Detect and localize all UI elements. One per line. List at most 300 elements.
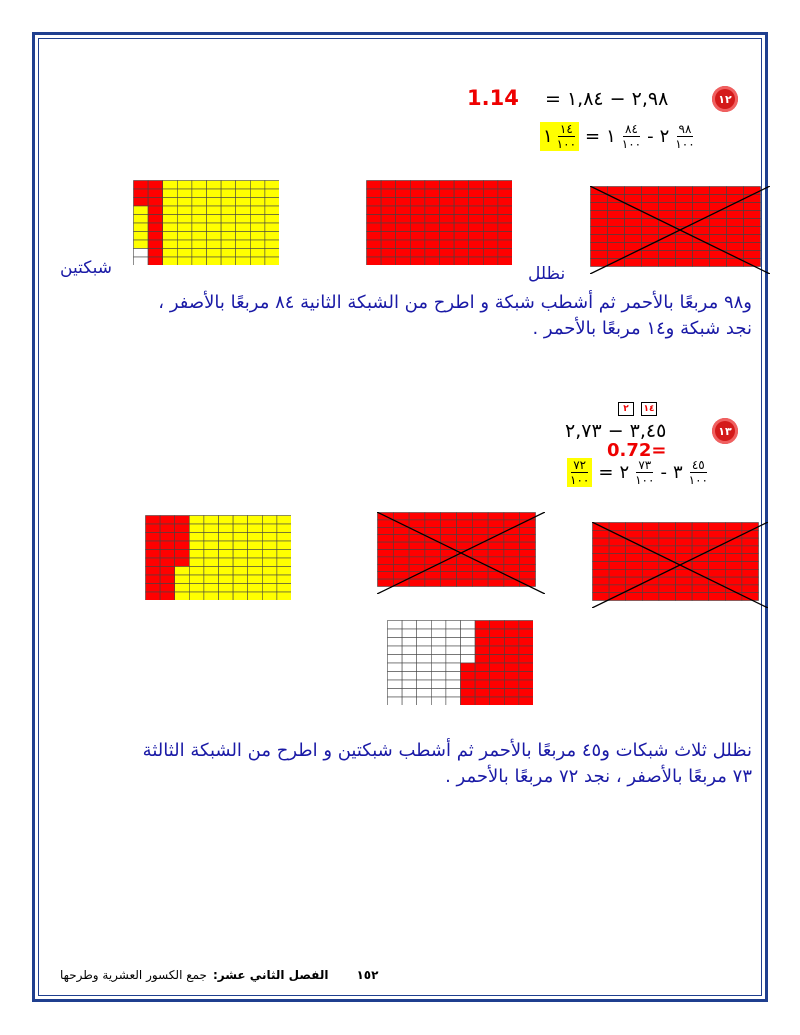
grid-cell — [204, 541, 219, 550]
grid-cell — [626, 530, 643, 538]
grid-cell — [221, 206, 236, 215]
grid-cell — [490, 689, 505, 698]
equals-sign: = — [598, 462, 614, 483]
grid-cell — [440, 257, 455, 265]
grid-cell — [626, 546, 643, 554]
grid-cell — [388, 621, 403, 630]
grid-cell — [402, 680, 417, 689]
grid-cell — [177, 206, 192, 215]
grid-cell — [396, 232, 411, 241]
grid-cell — [609, 523, 626, 531]
grid-result-13 — [145, 515, 291, 600]
grid-cell — [608, 243, 625, 251]
grid-cell — [446, 697, 461, 705]
grid-cell — [742, 554, 759, 562]
grid-cell — [710, 219, 727, 227]
grid-cell — [469, 240, 484, 249]
grid-cell — [134, 257, 149, 265]
grid-cell — [248, 524, 263, 533]
grid-cell — [146, 584, 161, 593]
grid-cell — [710, 195, 727, 203]
grid-cell — [609, 562, 626, 570]
grid-cell — [388, 689, 403, 698]
grid-cell — [134, 249, 149, 258]
grid-cell — [160, 575, 175, 584]
grid-cell — [593, 554, 610, 562]
grid-cell — [177, 240, 192, 249]
grid-cell — [146, 550, 161, 559]
grid-cell — [204, 558, 219, 567]
grid-cell — [659, 219, 676, 227]
grid-cell — [175, 524, 190, 533]
grid-cell — [425, 520, 441, 527]
result-frac-12 — [557, 122, 576, 151]
grid-cell — [160, 558, 175, 567]
equals-sign: = — [585, 126, 601, 147]
grid-cell — [676, 235, 693, 243]
grid-result-12 — [133, 180, 279, 265]
grid-cell — [248, 575, 263, 584]
grid-cell — [475, 672, 490, 681]
grid-cell — [676, 243, 693, 251]
grid-cell — [160, 516, 175, 525]
footer-chapter: الفصل الثاني عشر: — [212, 968, 329, 982]
grid-cell — [642, 211, 659, 219]
grid-cell — [457, 572, 473, 579]
grid-cell — [692, 569, 709, 577]
grid-cell — [441, 513, 457, 520]
grid-cell — [221, 249, 236, 258]
grid-cell — [381, 257, 396, 265]
grid-cell — [642, 562, 659, 570]
grid-cell — [642, 585, 659, 593]
grid-cell — [381, 181, 396, 190]
grid-cell — [488, 513, 504, 520]
grid-cell — [659, 577, 676, 585]
grid-cell — [693, 259, 710, 267]
grid-cell — [441, 572, 457, 579]
grid-cell — [659, 187, 676, 195]
grid-cell — [177, 181, 192, 190]
grid-cell — [519, 638, 533, 647]
grid-cell — [396, 206, 411, 215]
grid-cell — [591, 227, 608, 235]
explanation-12-line1: و٩٨ مربعًا بالأحمر ثم أشطب شبكة و اطرح من الشبكة الثانية ٨٤ مربعًا بالأصفر ، — [158, 292, 752, 313]
grid-cell — [625, 195, 642, 203]
grid-cell — [709, 554, 726, 562]
grid-cell — [642, 227, 659, 235]
grid-cell — [367, 223, 382, 232]
result-num-13: ٧٢ — [573, 458, 587, 472]
b-frac-13 — [689, 458, 708, 487]
grid-cell — [367, 257, 382, 265]
grid-cell — [519, 672, 533, 681]
grid-cell — [609, 546, 626, 554]
grid-cell — [146, 541, 161, 550]
grid-cell — [475, 663, 490, 672]
grid-cell — [250, 198, 265, 207]
grid-cell — [591, 243, 608, 251]
grid-cell — [410, 181, 425, 190]
grid-cell — [388, 663, 403, 672]
grid-cell — [461, 621, 476, 630]
grid-cell — [457, 579, 473, 586]
grid-cell — [250, 257, 265, 265]
grid-cell — [642, 195, 659, 203]
grid-cell — [262, 533, 277, 542]
grid-cell — [410, 257, 425, 265]
grid-cell — [146, 533, 161, 542]
grid-cell — [425, 257, 440, 265]
grid-cell — [248, 550, 263, 559]
grid-cell — [692, 593, 709, 601]
grid-cell — [262, 558, 277, 567]
grid-cell — [625, 187, 642, 195]
grid-cell — [659, 203, 676, 211]
explanation-13-line1: نظلل ثلاث شبكات و٤٥ مربعًا بالأحمر ثم أشطب شبكتين و اطرح من الشبكة الثالثة — [142, 740, 752, 761]
grid-cell — [498, 232, 512, 241]
grid-cell — [626, 523, 643, 531]
grid-cell — [498, 189, 512, 198]
grid-cell — [189, 524, 204, 533]
result-den-12: ١٠٠ — [556, 137, 577, 151]
grid-third-13 — [387, 620, 533, 705]
grid-cell — [160, 550, 175, 559]
grid-cell — [440, 181, 455, 190]
grid-cell — [409, 557, 425, 564]
grid-cell — [262, 550, 277, 559]
grid-cell — [177, 257, 192, 265]
grid-cell — [454, 189, 469, 198]
grid-cell — [431, 646, 446, 655]
grid-cell — [175, 558, 190, 567]
grid-cell — [642, 187, 659, 195]
grid-cell — [134, 215, 149, 224]
grid-cell — [163, 249, 178, 258]
grid-cell — [378, 520, 394, 527]
grid-cell — [134, 189, 149, 198]
explanation-13 — [52, 738, 752, 790]
grid-cell — [177, 189, 192, 198]
grid-cell — [593, 569, 610, 577]
grid-cell — [410, 223, 425, 232]
grid-cell — [744, 187, 761, 195]
grid-cell — [440, 215, 455, 224]
grid-cell — [744, 203, 761, 211]
grid-cell — [219, 558, 234, 567]
grid-cell — [393, 557, 409, 564]
grid-cell — [498, 223, 512, 232]
grid-cell — [160, 524, 175, 533]
grid-cell — [593, 538, 610, 546]
footer-page-number: ١٥٢ — [356, 968, 379, 982]
fraction-row-12 — [540, 122, 695, 151]
grid-cell — [189, 592, 204, 600]
grid-cell — [469, 198, 484, 207]
grid-cell — [219, 584, 234, 593]
grid-cell — [727, 195, 744, 203]
grid-cell — [469, 206, 484, 215]
grid-cell — [498, 215, 512, 224]
grid-cell — [236, 198, 251, 207]
grid-cell — [148, 206, 163, 215]
grid-cell — [608, 251, 625, 259]
grid-cell — [192, 240, 207, 249]
grid-cell — [591, 235, 608, 243]
grid-cell — [204, 567, 219, 576]
grid-cell — [504, 663, 519, 672]
grid-cell — [134, 223, 149, 232]
grid-cell — [410, 240, 425, 249]
grid-cell — [431, 689, 446, 698]
explanation-13-line2: ٧٣ مربعًا بالأصفر ، نجد ٧٢ مربعًا بالأحمر . — [445, 766, 752, 787]
grid-cell — [393, 564, 409, 571]
grid-cell — [146, 524, 161, 533]
grid-cell — [409, 579, 425, 586]
grid-cell — [378, 564, 394, 571]
grid-cell — [250, 232, 265, 241]
grid-cell — [591, 195, 608, 203]
grid-cell — [388, 629, 403, 638]
grid-cell — [148, 232, 163, 241]
grid-cell — [425, 223, 440, 232]
grid-cell — [378, 579, 394, 586]
grid-cell — [265, 206, 279, 215]
grid-cell — [454, 215, 469, 224]
grid-cell — [504, 655, 519, 664]
grid-cell — [367, 240, 382, 249]
grid-cell — [625, 219, 642, 227]
grid-cell — [742, 523, 759, 531]
grid-cell — [233, 584, 248, 593]
grid-cell — [504, 629, 519, 638]
grid-cell — [446, 680, 461, 689]
grid-cell — [160, 533, 175, 542]
a-frac-12 — [622, 122, 641, 151]
label-shade-12: نظلل — [528, 264, 566, 284]
grid-cell — [163, 189, 178, 198]
grid-cell — [461, 689, 476, 698]
grid-cell — [488, 557, 504, 564]
grid-cell — [692, 585, 709, 593]
grid-cell — [248, 533, 263, 542]
grid-cell — [207, 232, 222, 241]
grid-cell — [709, 530, 726, 538]
grid-cell — [204, 592, 219, 600]
grid-cell — [440, 189, 455, 198]
b-frac-12 — [675, 122, 694, 151]
grid-cell — [277, 558, 291, 567]
grid-cell — [475, 629, 490, 638]
grid-cell — [148, 198, 163, 207]
grid-cell — [469, 189, 484, 198]
grid-cell — [425, 198, 440, 207]
grid-cell — [163, 215, 178, 224]
grid-cell — [192, 223, 207, 232]
grid-cell — [642, 530, 659, 538]
grid-cell — [475, 680, 490, 689]
grid-cell — [192, 206, 207, 215]
grid-cell — [626, 577, 643, 585]
grid-cell — [725, 546, 742, 554]
grid-cell — [134, 198, 149, 207]
grid-cell — [472, 520, 488, 527]
grid-cell — [262, 584, 277, 593]
grid-cell — [148, 240, 163, 249]
grid-cell — [608, 219, 625, 227]
grid-cell — [504, 621, 519, 630]
grid-cell — [504, 646, 519, 655]
grid-cell — [469, 232, 484, 241]
grid-cell — [520, 557, 536, 564]
grid-cell — [192, 257, 207, 265]
footer-title-group — [60, 968, 328, 982]
grid-cell — [498, 257, 512, 265]
grid-cell — [265, 232, 279, 241]
grid-second-12 — [366, 180, 512, 265]
grid-cell — [146, 592, 161, 600]
grid-cell — [608, 187, 625, 195]
grid-cell — [469, 181, 484, 190]
grid-cell — [519, 689, 533, 698]
grid-cell — [134, 181, 149, 190]
grid-cell — [446, 646, 461, 655]
grid-cell — [388, 680, 403, 689]
grid-cell — [381, 215, 396, 224]
grid-cell — [642, 203, 659, 211]
grid-cell — [490, 621, 505, 630]
grid-cell — [409, 513, 425, 520]
grid-cell — [431, 680, 446, 689]
grid-cell — [519, 621, 533, 630]
grid-cell — [642, 538, 659, 546]
grid-cell — [520, 527, 536, 534]
grid-cell — [160, 584, 175, 593]
grid-cell — [709, 569, 726, 577]
grid-cell — [367, 249, 382, 258]
grid-cell — [417, 646, 432, 655]
grid-cell — [219, 567, 234, 576]
grid-cell — [520, 572, 536, 579]
grid-cell — [591, 211, 608, 219]
grid-cell — [207, 215, 222, 224]
grid-cell — [277, 541, 291, 550]
grid-cell — [504, 689, 519, 698]
grid-cell — [659, 546, 676, 554]
grid-cell — [381, 223, 396, 232]
grid-cell — [693, 187, 710, 195]
grid-cell — [475, 697, 490, 705]
grid-cell — [265, 240, 279, 249]
grid-cell — [461, 697, 476, 705]
grid-cell — [265, 198, 279, 207]
grid-cell — [248, 516, 263, 525]
grid-cell — [490, 638, 505, 647]
grid-cell — [625, 227, 642, 235]
grid-cell — [410, 232, 425, 241]
result-num-12: ١٤ — [559, 122, 573, 136]
grid-cell — [475, 621, 490, 630]
grid-cell — [742, 546, 759, 554]
grid-cell — [608, 227, 625, 235]
grid-cell — [189, 584, 204, 593]
grid-cell — [192, 232, 207, 241]
grid-cell — [221, 198, 236, 207]
grid-cell — [490, 680, 505, 689]
grid-cell — [175, 592, 190, 600]
grid-cell — [396, 257, 411, 265]
grid-cell — [431, 655, 446, 664]
grid-cell — [642, 577, 659, 585]
grid-cell — [388, 646, 403, 655]
grid-cell — [207, 189, 222, 198]
grid-cell — [233, 533, 248, 542]
grid-cell — [457, 527, 473, 534]
grid-cell — [472, 579, 488, 586]
grid-cell — [490, 663, 505, 672]
equation-13: ٣,٤٥ − ٢,٧٣ — [565, 420, 667, 442]
grid-cell — [483, 198, 498, 207]
grid-cell — [265, 223, 279, 232]
grid-cell — [409, 535, 425, 542]
grid-cell — [189, 550, 204, 559]
grid-cell — [207, 198, 222, 207]
grid-cell — [177, 215, 192, 224]
grid-cell — [626, 593, 643, 601]
grid-cell — [593, 577, 610, 585]
grid-cell — [727, 219, 744, 227]
grid-cell — [367, 189, 382, 198]
grid-cell — [727, 235, 744, 243]
grid-cell — [608, 203, 625, 211]
grid-cell — [454, 257, 469, 265]
grid-cell — [472, 527, 488, 534]
grid-cell — [204, 550, 219, 559]
grid-cell — [504, 550, 520, 557]
grid-cell — [626, 562, 643, 570]
grid-cell — [192, 249, 207, 258]
grid-cell — [440, 198, 455, 207]
label-grids-12: شبكتين — [60, 258, 112, 278]
grid-cell — [134, 240, 149, 249]
grid-cell — [609, 569, 626, 577]
grid-cell — [461, 672, 476, 681]
grid-cell — [659, 593, 676, 601]
grid-cell — [134, 206, 149, 215]
grid-cell — [709, 562, 726, 570]
grid-cell — [417, 629, 432, 638]
grid-cell — [591, 259, 608, 267]
grid-cell — [490, 629, 505, 638]
grid-cell — [519, 697, 533, 705]
grid-cell — [189, 516, 204, 525]
grid-cell — [642, 546, 659, 554]
grid-cell — [744, 219, 761, 227]
grid-cell — [409, 572, 425, 579]
grid-cell — [381, 249, 396, 258]
grid-cell — [417, 672, 432, 681]
grid-cell — [192, 198, 207, 207]
grid-cell — [441, 579, 457, 586]
b-whole-12: ٢ — [659, 126, 670, 147]
grid-cell — [446, 638, 461, 647]
grid-cell — [725, 569, 742, 577]
grid-cell — [378, 572, 394, 579]
grid-cell — [207, 206, 222, 215]
grid-cell — [520, 513, 536, 520]
grid-cell — [189, 575, 204, 584]
grid-cell — [175, 550, 190, 559]
